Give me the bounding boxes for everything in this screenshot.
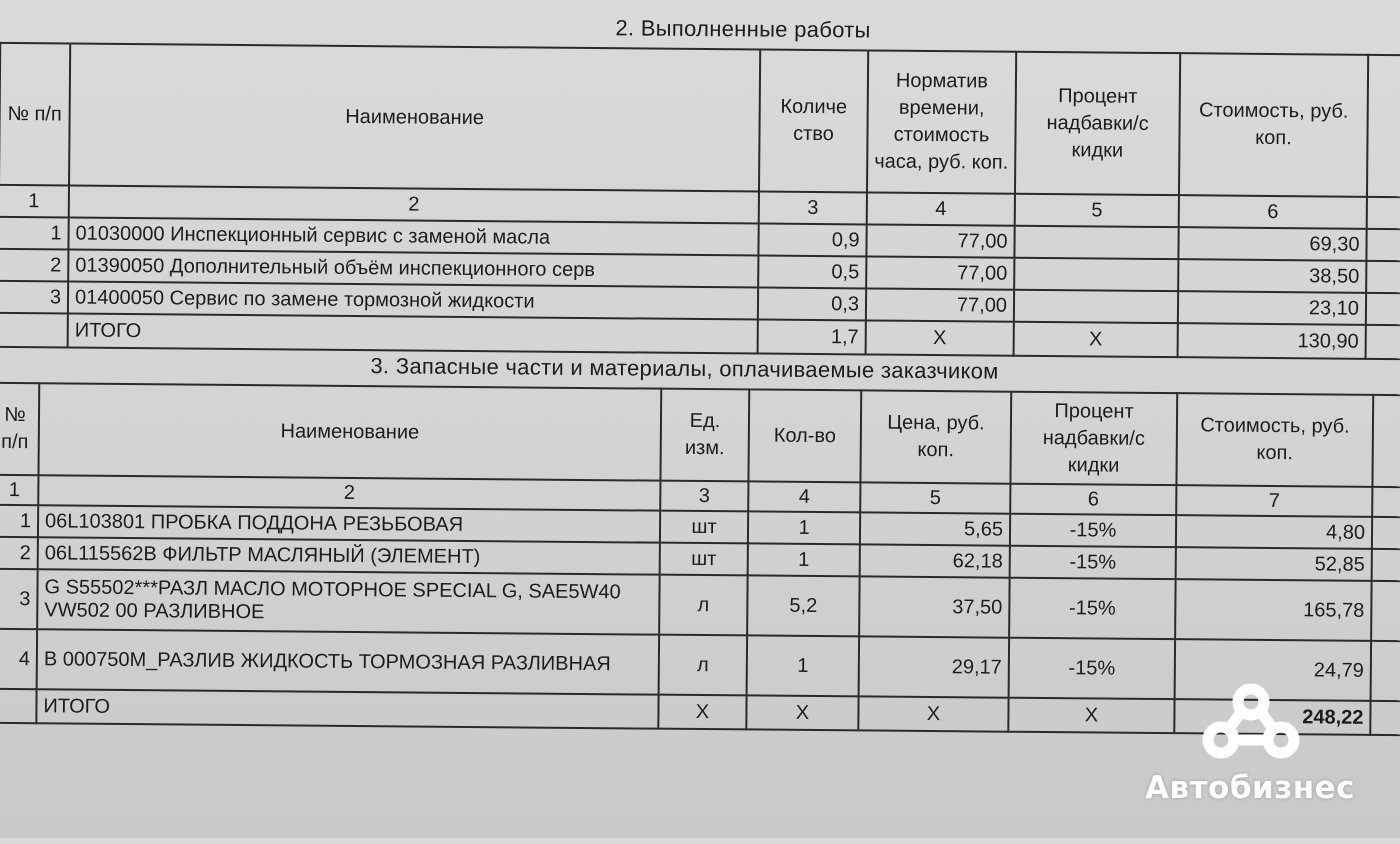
row-price: 37,50 bbox=[859, 576, 1010, 637]
row-percent bbox=[1014, 258, 1178, 291]
row-percent bbox=[1014, 290, 1178, 323]
header-quantity: Кол-во bbox=[748, 389, 861, 482]
avtobiznes-logo-icon bbox=[1125, 680, 1375, 770]
header-percent: Процент надбавки/с кидки bbox=[1010, 392, 1177, 485]
header-number: № п/п bbox=[0, 43, 70, 186]
row-percent: -15% bbox=[1009, 638, 1176, 699]
total-quantity: X bbox=[746, 695, 858, 730]
row-unit: шт bbox=[660, 511, 748, 544]
total-label: ИТОГО bbox=[68, 313, 758, 353]
row-number: 2 bbox=[0, 249, 68, 282]
row-percent: -15% bbox=[1010, 546, 1176, 579]
column-number: 5 bbox=[1015, 194, 1179, 227]
row-cost: 38,50 bbox=[1178, 259, 1366, 293]
column-number: 1 bbox=[0, 185, 69, 218]
total-cost: 130,90 bbox=[1178, 323, 1366, 359]
column-number: 4 bbox=[748, 481, 860, 512]
row-unit: л bbox=[659, 635, 748, 696]
table-header-row bbox=[0, 43, 1400, 197]
row-number: 4 bbox=[0, 629, 37, 689]
row-percent bbox=[1014, 226, 1178, 259]
total-quantity: 1,7 bbox=[758, 320, 866, 355]
row-number: 3 bbox=[0, 569, 38, 629]
row-norm: 77,00 bbox=[866, 288, 1014, 321]
row-number: 1 bbox=[0, 505, 38, 537]
header-name: Наименование bbox=[38, 383, 661, 480]
row-number: 3 bbox=[0, 281, 68, 314]
row-quantity: 0,9 bbox=[758, 224, 866, 257]
total-percent: X bbox=[1008, 698, 1174, 733]
header-cost: Стоимость, руб. коп. bbox=[1179, 53, 1368, 197]
column-number: 5 bbox=[860, 482, 1010, 513]
extra-column bbox=[1372, 395, 1400, 487]
row-cost: 23,10 bbox=[1178, 291, 1366, 325]
header-norm: Норматив времени, стоимость часа, руб. коп. bbox=[867, 50, 1016, 193]
header-unit: Ед. изм. bbox=[660, 389, 749, 482]
column-number: 1 bbox=[0, 475, 38, 505]
watermark-text: Автобизнес bbox=[1144, 770, 1356, 806]
row-price: 29,17 bbox=[859, 636, 1010, 697]
header-price: Цена, руб. коп. bbox=[860, 390, 1011, 483]
column-number: 2 bbox=[38, 475, 660, 510]
row-name: B 000750M_РАЗЛИВ ЖИДКОСТЬ ТОРМОЗНАЯ РАЗЛИВНАЯ bbox=[37, 629, 659, 694]
row-unit: л bbox=[659, 575, 748, 636]
row-price: 5,65 bbox=[860, 512, 1010, 545]
column-number: 3 bbox=[660, 481, 748, 512]
row-quantity: 1 bbox=[748, 511, 860, 544]
row-name: 06L103801 ПРОБКА ПОДДОНА РЕЗЬБОВАЯ bbox=[38, 505, 660, 542]
row-name: 01390050 Дополнительный объём инспекционного серв bbox=[68, 249, 758, 287]
row-number: 1 bbox=[0, 217, 69, 250]
row-quantity: 1 bbox=[748, 543, 860, 576]
column-number: 2 bbox=[69, 185, 759, 223]
works-table bbox=[0, 42, 1400, 360]
row-quantity: 0,3 bbox=[758, 288, 866, 321]
column-number: 7 bbox=[1176, 485, 1372, 517]
header-percent: Процент надбавки/с кидки bbox=[1015, 52, 1180, 195]
column-number: 6 bbox=[1010, 484, 1176, 515]
total-norm: X bbox=[866, 320, 1014, 355]
header-cost: Стоимость, руб. коп. bbox=[1176, 393, 1373, 487]
row-cost: 52,85 bbox=[1176, 547, 1372, 581]
row-quantity: 1 bbox=[747, 635, 860, 696]
row-norm: 77,00 bbox=[866, 256, 1014, 289]
table-header-row bbox=[0, 383, 1400, 487]
total-label: ИТОГО bbox=[36, 689, 658, 728]
header-name: Наименование bbox=[69, 43, 760, 191]
section-2-title: 2. Выполненные работы bbox=[615, 15, 871, 43]
total-percent: X bbox=[1014, 322, 1178, 357]
total-price: X bbox=[858, 696, 1008, 731]
total-unit: X bbox=[658, 695, 746, 730]
extra-column bbox=[1367, 55, 1400, 197]
row-quantity: 5,2 bbox=[747, 575, 860, 636]
row-name: 01400050 Сервис по замене тормозной жидкости bbox=[68, 281, 758, 319]
header-quantity: Количе ство bbox=[759, 50, 868, 193]
row-name: G S55502***РАЗЛ МАСЛО МОТОРНОЕ SPECIAL G, SAE5W40 VW502 00 РАЗЛИВНОЕ bbox=[37, 569, 659, 634]
row-unit: шт bbox=[660, 543, 748, 576]
row-norm: 77,00 bbox=[866, 224, 1014, 257]
row-cost: 165,78 bbox=[1175, 579, 1372, 641]
section-3-title: 3. Запасные части и материалы, оплачиваемые заказчиком bbox=[370, 353, 999, 384]
row-number: 2 bbox=[0, 537, 38, 569]
row-cost: 24,79 bbox=[1175, 639, 1372, 701]
column-number: 6 bbox=[1179, 195, 1367, 229]
row-cost: 4,80 bbox=[1176, 515, 1372, 549]
row-percent: -15% bbox=[1010, 514, 1176, 547]
header-number: № п/п bbox=[0, 383, 39, 475]
row-quantity: 0,5 bbox=[758, 256, 866, 289]
watermark bbox=[1125, 680, 1375, 810]
row-cost: 69,30 bbox=[1178, 227, 1366, 261]
total-cost: 248,22 bbox=[1174, 699, 1370, 735]
row-name: 06L115562B ФИЛЬТР МАСЛЯНЫЙ (ЭЛЕМЕНТ) bbox=[38, 537, 660, 574]
row-name: 01030000 Инспекционный сервис с заменой масла bbox=[68, 217, 758, 255]
row-price: 62,18 bbox=[860, 544, 1010, 577]
column-number: 3 bbox=[759, 192, 867, 225]
row-percent: -15% bbox=[1009, 578, 1176, 639]
column-number: 4 bbox=[867, 192, 1015, 225]
